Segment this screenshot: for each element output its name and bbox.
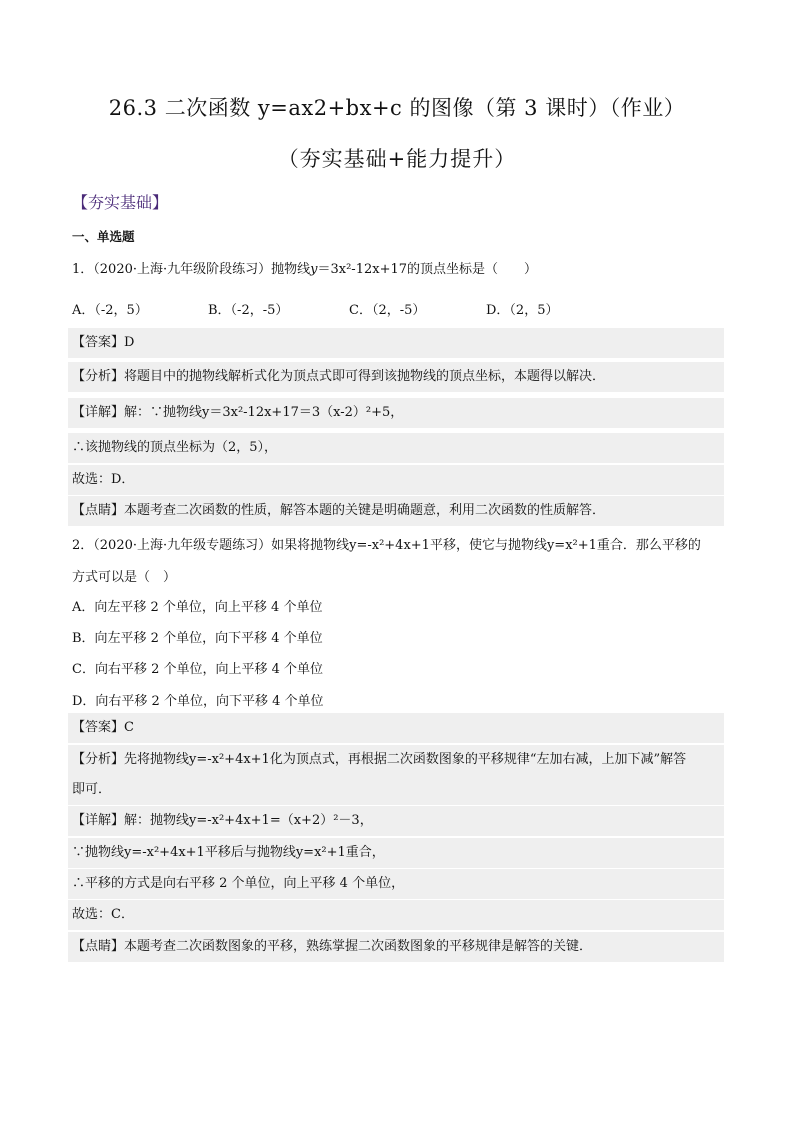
q1-option-c: C．（2，-5） bbox=[349, 303, 426, 318]
q1-option-d: D．（2，5） bbox=[486, 303, 559, 318]
q1-detail-1: 【详解】解：∵抛物线y＝3x²-12x+17＝3（x-2）²+5， bbox=[68, 398, 724, 428]
q1-stem-y: y bbox=[310, 262, 318, 277]
q2-stem-line-1: 2．（2020·上海·九年级专题练习）如果将抛物线y=-x²+4x+1平移，使它与抛物线y=x²+1重合．那么平移的 bbox=[72, 538, 701, 553]
q1-answer: 【答案】D bbox=[68, 328, 724, 358]
q2-analysis-1: 【分析】先将抛物线y=-x²+4x+1化为顶点式，再根据二次函数图象的平移规律“左加右减，上加下减”解答 bbox=[68, 745, 724, 775]
document-title: 26.3 二次函数 y=ax2+bx+c 的图像（第 3 课时）（作业） bbox=[108, 96, 686, 120]
q2-detail-2: ∵抛物线y=-x²+4x+1平移后与抛物线y=x²+1重合， bbox=[68, 838, 724, 868]
q1-detail-2: ∴该抛物线的顶点坐标为（2，5）， bbox=[68, 433, 724, 463]
q2-detail-3: ∴平移的方式是向右平移 2 个单位，向上平移 4 个单位， bbox=[68, 869, 724, 899]
subheading: 一、单选题 bbox=[72, 229, 135, 244]
q2-detail-1: 【详解】解：抛物线y=-x²+4x+1=（x+2）²－3， bbox=[68, 806, 724, 836]
q2-option-a: A．向左平移 2 个单位，向上平移 4 个单位 bbox=[72, 600, 323, 615]
q1-analysis: 【分析】将题目中的抛物线解析式化为顶点式即可得到该抛物线的顶点坐标，本题得以解决． bbox=[68, 362, 724, 392]
q1-stem-suffix: 的顶点坐标是（ ） bbox=[407, 262, 538, 277]
q2-comment: 【点睛】本题考查二次函数图象的平移，熟练掌握二次函数图象的平移规律是解答的关键． bbox=[68, 932, 724, 962]
q1-detail-3: 故选：D． bbox=[68, 465, 724, 495]
q2-detail-4: 故选：C． bbox=[68, 900, 724, 930]
q2-analysis-2: 即可． bbox=[68, 775, 724, 805]
q2-option-d: D．向右平移 2 个单位，向下平移 4 个单位 bbox=[72, 694, 324, 709]
q1-option-b: B．（-2，-5） bbox=[208, 303, 289, 318]
q1-stem-expr: ＝3x²-12x+17 bbox=[317, 262, 407, 277]
q1-stem-prefix: 1．（2020·上海·九年级阶段练习）抛物线 bbox=[72, 262, 311, 277]
section-tag: 【夯实基础】 bbox=[72, 193, 169, 212]
q1-comment: 【点睛】本题考查二次函数的性质，解答本题的关键是明确题意，利用二次函数的性质解答． bbox=[68, 496, 724, 526]
q2-option-c: C．向右平移 2 个单位，向上平移 4 个单位 bbox=[72, 662, 324, 677]
q1-stem bbox=[72, 258, 537, 277]
q2-stem-line-2: 方式可以是（ ） bbox=[72, 570, 177, 585]
q2-option-b: B．向左平移 2 个单位，向下平移 4 个单位 bbox=[72, 631, 323, 646]
document-subtitle: （夯实基础+能力提升） bbox=[277, 147, 517, 171]
q2-answer: 【答案】C bbox=[68, 713, 724, 743]
q1-option-a: A．（-2，5） bbox=[72, 303, 148, 318]
